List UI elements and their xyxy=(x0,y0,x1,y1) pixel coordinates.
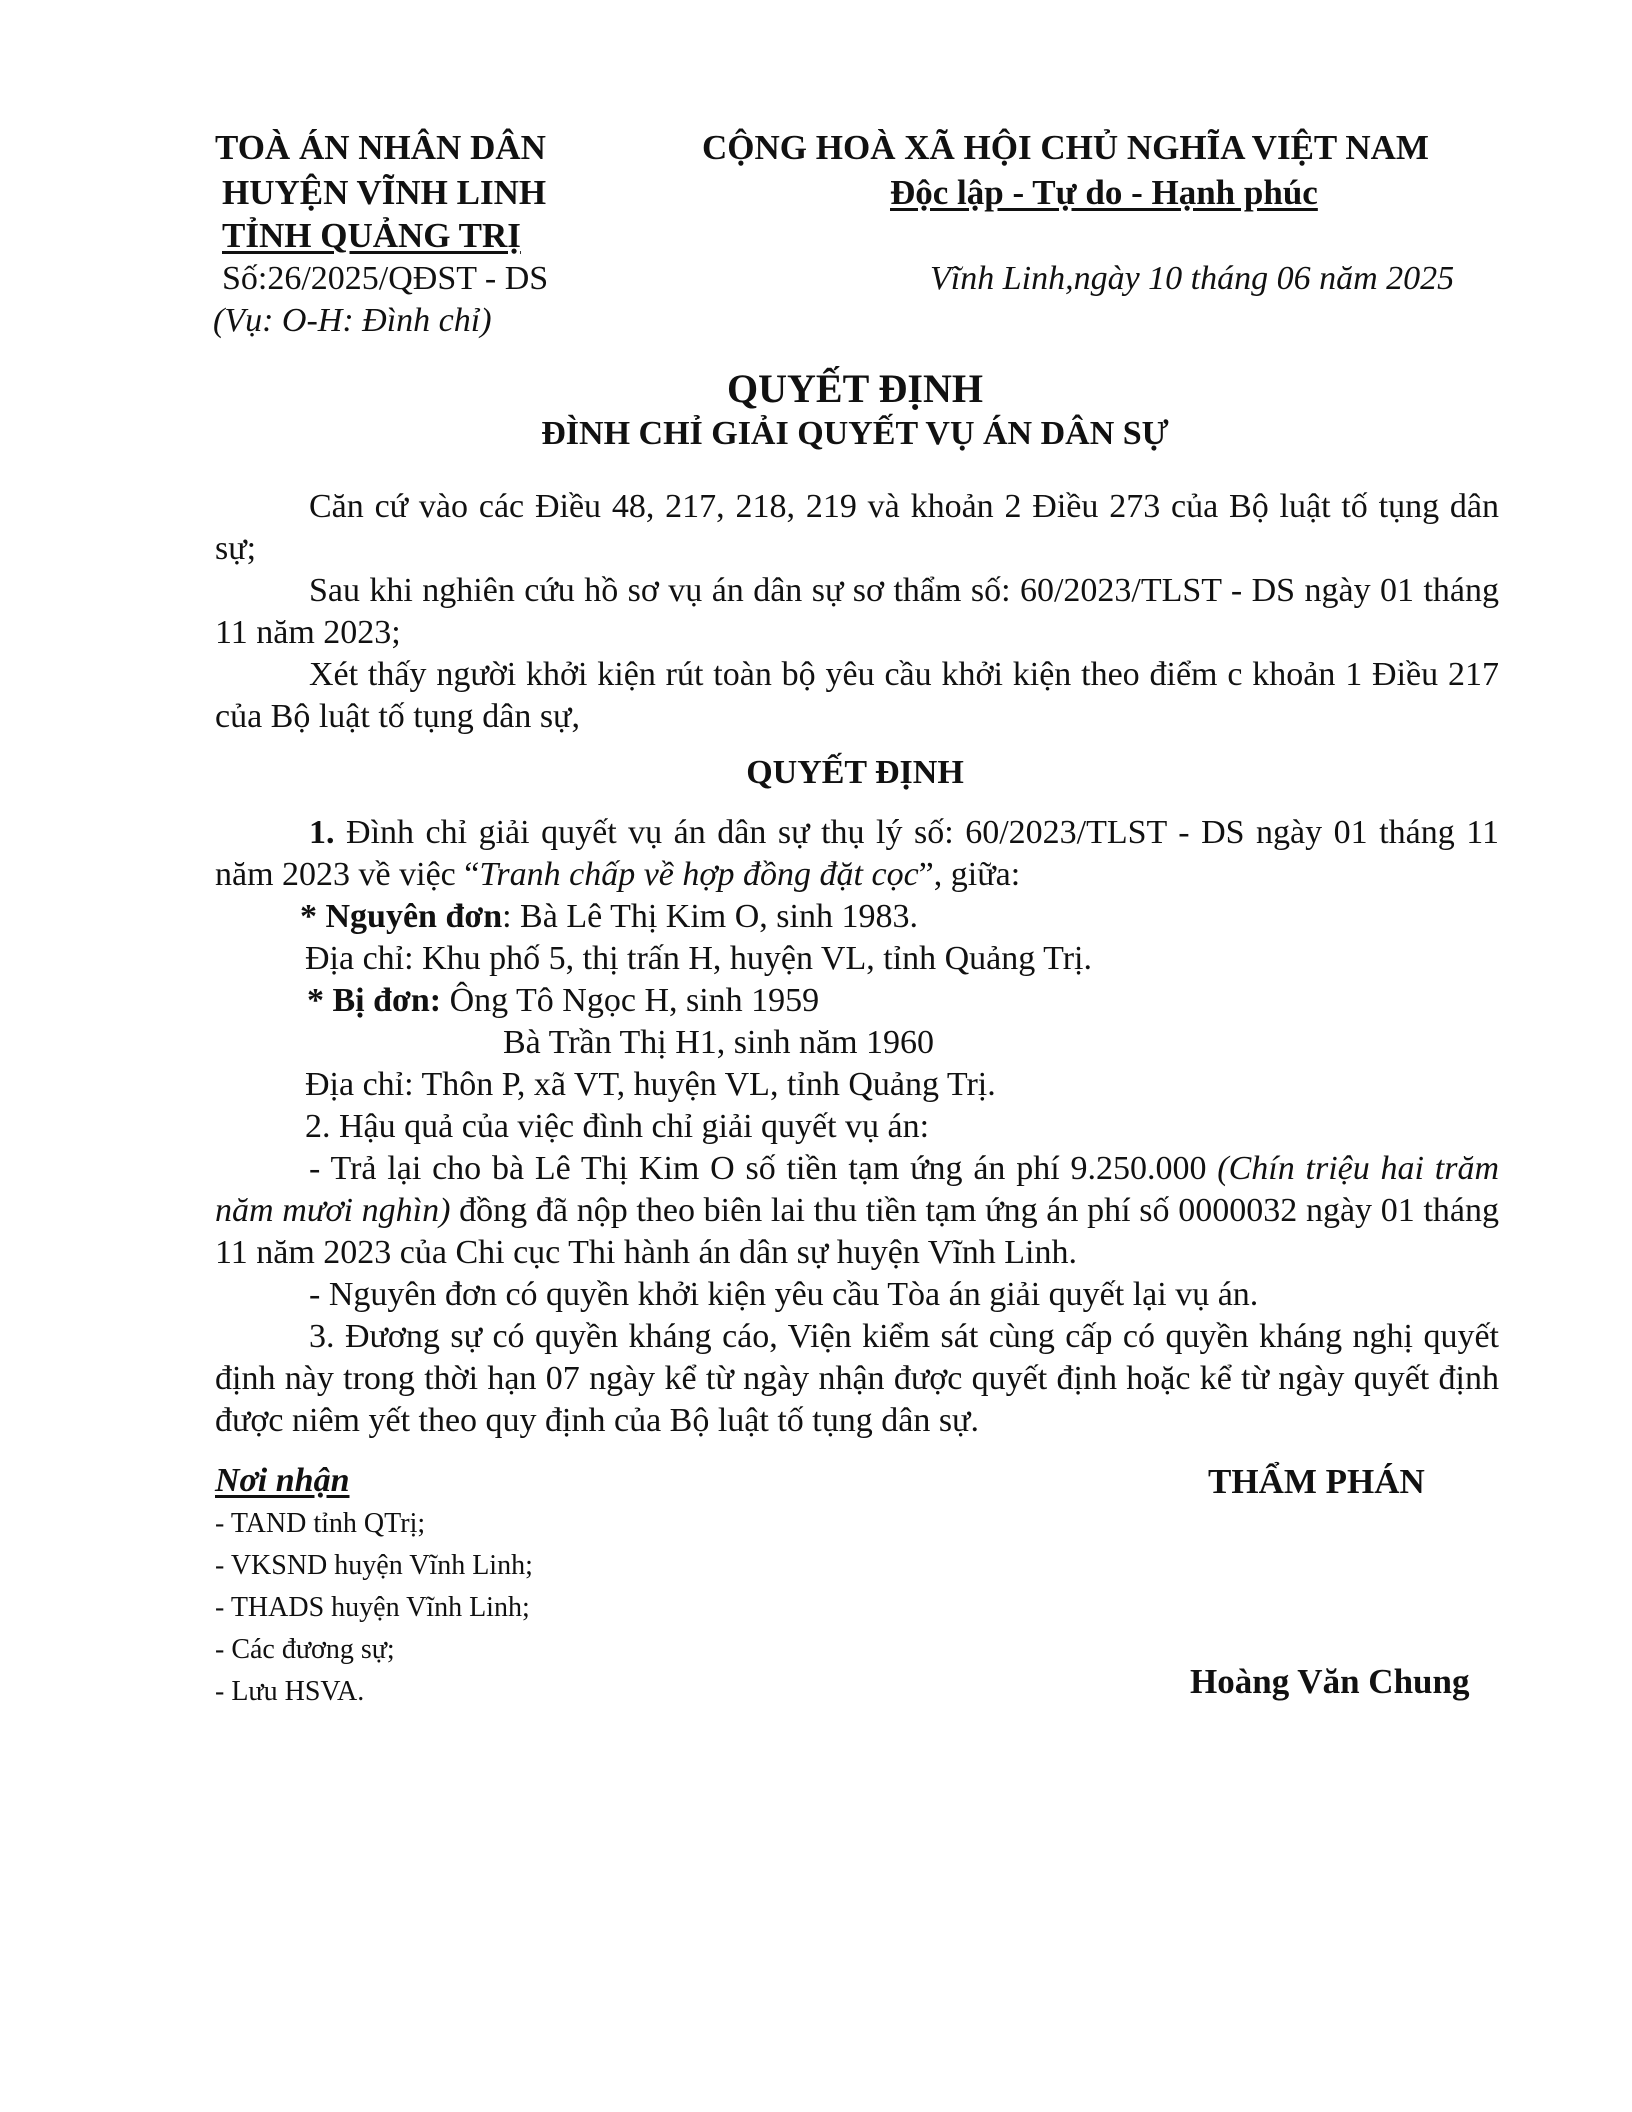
basis-text-3: Xét thấy người khởi kiện rút toàn bộ yêu cầu khởi kiện theo điểm c khoản 1 Điều 217 của Bộ luật tố tụng dân sự, xyxy=(215,656,1499,735)
item-3-text: 3. Đương sự có quyền kháng cáo, Viện kiểm sát cùng cấp có quyền kháng nghị quyết định này trong thời hạn 07 ngày kể từ ngày nhận được quyết định hoặc kể từ ngày quyết định được niêm yết theo quy định của Bộ luật tố tụng dân sự. xyxy=(215,1318,1499,1439)
document-number: Số:26/2025/QĐST - DS xyxy=(222,260,549,297)
basis-paragraph-3 xyxy=(215,654,1499,738)
case-type: (Vụ: O-H: Đình chỉ) xyxy=(213,302,492,339)
basis-text-2: Sau khi nghiên cứu hồ sơ vụ án dân sự sơ thẩm số: 60/2023/TLST - DS ngày 01 tháng 11 năm 2023; xyxy=(215,572,1499,651)
defendant-2: Bà Trần Thị H1, sinh năm 1960 xyxy=(503,1024,935,1061)
recipients-label: Nơi nhận xyxy=(215,1462,350,1499)
document-title: QUYẾT ĐỊNH xyxy=(727,366,983,411)
recipient-item: - THADS huyện Vĩnh Linh; xyxy=(215,1592,530,1623)
basis-text-1: Căn cứ vào các Điều 48, 217, 218, 219 và khoản 2 Điều 273 của Bộ luật tố tụng dân sự; xyxy=(215,488,1499,567)
item-1-text-a: Đình chỉ giải quyết vụ án dân sự thụ lý số: 60/2023/TLST - DS ngày 01 tháng 11 năm 2023 về việc “ xyxy=(215,814,1499,893)
refund-text-2: đồng đã nộp theo biên lai thu tiền tạm ứng án phí số 0000032 ngày 01 tháng 11 năm 2023 của Chi cục Thi hành án dân sự huyện Vĩnh Linh. xyxy=(215,1192,1500,1271)
plaintiff-label: * Nguyên đơn xyxy=(300,898,503,935)
basis-paragraph-1 xyxy=(215,486,1499,570)
place-date: Vĩnh Linh,ngày 10 tháng 06 năm 2025 xyxy=(930,260,1455,297)
recipient-item: - VKSND huyện Vĩnh Linh; xyxy=(215,1550,533,1581)
plaintiff-address: Địa chỉ: Khu phố 5, thị trấn H, huyện VL, tỉnh Quảng Trị. xyxy=(305,940,1092,977)
basis-paragraph-2 xyxy=(215,570,1499,654)
recipient-item: - Lưu HSVA. xyxy=(215,1676,365,1707)
case-subject: Tranh chấp về hợp đồng đặt cọc xyxy=(479,856,919,893)
recipient-item: - Các đương sự; xyxy=(215,1634,395,1665)
plaintiff-rights: - Nguyên đơn có quyền khởi kiện yêu cầu Tòa án giải quyết lại vụ án. xyxy=(309,1276,1259,1313)
country-name: CỘNG HOÀ XÃ HỘI CHỦ NGHĨA VIỆT NAM xyxy=(702,128,1429,167)
decision-item-1 xyxy=(215,812,1499,896)
signature-title: THẨM PHÁN xyxy=(1208,1462,1425,1501)
court-name: TOÀ ÁN NHÂN DÂN xyxy=(215,128,546,167)
refund-paragraph xyxy=(215,1148,1499,1274)
defendant-line xyxy=(307,980,819,1022)
plaintiff-text: : Bà Lê Thị Kim O, sinh 1983. xyxy=(502,898,918,935)
refund-text-1: - Trả lại cho bà Lê Thị Kim O số tiền tạm ứng án phí 9.250.000 xyxy=(309,1150,1218,1187)
refund-amount-words: (Chín triệu hai trăm năm mươi nghìn) xyxy=(215,1150,1500,1229)
document-subtitle: ĐÌNH CHỈ GIẢI QUYẾT VỤ ÁN DÂN SỰ xyxy=(541,415,1169,452)
defendant-address: Địa chỉ: Thôn P, xã VT, huyện VL, tỉnh Quảng Trị. xyxy=(305,1066,996,1103)
court-province: TỈNH QUẢNG TRỊ xyxy=(222,216,521,255)
item-1-number: 1. xyxy=(309,814,335,851)
decision-item-2: 2. Hậu quả của việc đình chỉ giải quyết vụ án: xyxy=(305,1108,930,1145)
defendant-label: * Bị đơn: xyxy=(307,982,442,1019)
plaintiff-line xyxy=(300,896,918,938)
defendant-1: Ông Tô Ngọc H, sinh 1959 xyxy=(441,982,820,1019)
item-1-text-b: ”, giữa: xyxy=(918,856,1021,893)
decision-heading: QUYẾT ĐỊNH xyxy=(746,754,964,791)
court-district: HUYỆN VĨNH LINH xyxy=(222,173,547,212)
national-motto: Độc lập - Tự do - Hạnh phúc xyxy=(890,173,1318,212)
signer-name: Hoàng Văn Chung xyxy=(1190,1662,1470,1701)
recipient-item: - TAND tỉnh QTrị; xyxy=(215,1508,426,1539)
decision-item-3 xyxy=(215,1316,1499,1442)
